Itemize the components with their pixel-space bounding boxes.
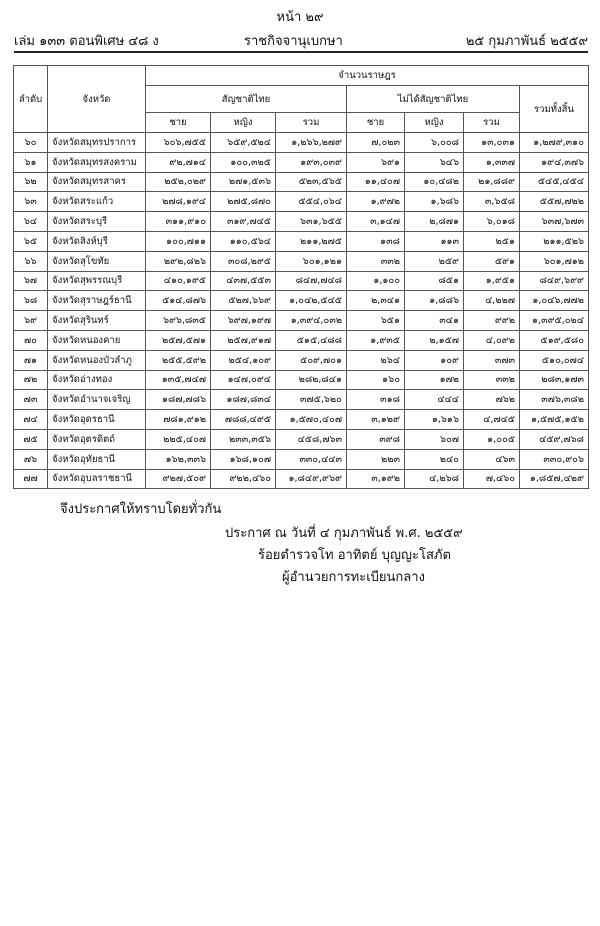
- cell-order: ๖๗: [14, 271, 48, 291]
- cell-order: ๖๑: [14, 152, 48, 172]
- cell-province: จังหวัดสุโขทัย: [48, 251, 146, 271]
- header-order: ลำดับ: [14, 66, 48, 133]
- cell-nonthai-total: ๙๙๒: [464, 311, 520, 331]
- signatory-position: ผู้อำนวยการทะเบียนกลาง: [282, 570, 425, 585]
- header-nonthai-total: รวม: [464, 113, 520, 133]
- cell-order: ๗๕: [14, 429, 48, 449]
- cell-thai-female: ๒๗๕,๘๗๐: [211, 192, 276, 212]
- cell-thai-total: ๑,๕๗๐,๔๐๗: [276, 410, 347, 430]
- cell-nonthai-total: ๔,๒๒๗: [464, 291, 520, 311]
- publication-date: ๒๕ กุมภาพันธ์ ๒๕๕๙: [465, 34, 588, 49]
- cell-thai-female: ๒๗๑,๕๓๖: [211, 172, 276, 192]
- cell-nonthai-total: ๑,๐๐๕: [464, 429, 520, 449]
- cell-thai-total: ๔๕๘,๗๖๓: [276, 429, 347, 449]
- cell-thai-male: ๕๑๔,๘๗๖: [146, 291, 211, 311]
- cell-grand-total: ๒๘๓,๑๗๓: [520, 370, 589, 390]
- table-row: [14, 291, 589, 311]
- cell-thai-male: ๒๒๕,๔๐๗: [146, 429, 211, 449]
- cell-thai-female: ๑๐๐,๓๒๕: [211, 152, 276, 172]
- cell-nonthai-total: ๔,๗๔๕: [464, 410, 520, 430]
- cell-thai-total: ๑,๓๙๔,๐๓๒: [276, 311, 347, 331]
- cell-province: จังหวัดสุพรรณบุรี: [48, 271, 146, 291]
- cell-grand-total: ๘๔๙,๖๙๙: [520, 271, 589, 291]
- cell-grand-total: ๓๓๐,๙๐๖: [520, 449, 589, 469]
- cell-nonthai-male: ๑,๙๓๕: [347, 330, 405, 350]
- cell-nonthai-female: ๑,๖๘๖: [405, 192, 464, 212]
- cell-nonthai-male: ๑๓๘: [347, 231, 405, 251]
- cell-nonthai-male: ๑๖๐: [347, 370, 405, 390]
- cell-nonthai-female: ๑๐๙: [405, 350, 464, 370]
- cell-thai-total: ๑,๒๖๖,๒๗๙: [276, 133, 347, 153]
- cell-nonthai-total: ๑,๙๕๑: [464, 271, 520, 291]
- cell-thai-female: ๔๓๗,๕๕๓: [211, 271, 276, 291]
- cell-grand-total: ๒๑๑,๕๒๖: [520, 231, 589, 251]
- cell-nonthai-total: ๕๙๑: [464, 251, 520, 271]
- cell-thai-female: ๒๓๓,๓๕๖: [211, 429, 276, 449]
- cell-province: จังหวัดสมุทรปราการ: [48, 133, 146, 153]
- cell-thai-male: ๒๕๗,๕๗๑: [146, 330, 211, 350]
- cell-nonthai-male: ๓๓๒: [347, 251, 405, 271]
- table-row: [14, 152, 589, 172]
- header-thai-total: รวม: [276, 113, 347, 133]
- cell-grand-total: ๑๙๔,๓๗๖: [520, 152, 589, 172]
- cell-province: จังหวัดสมุทรสาคร: [48, 172, 146, 192]
- cell-order: ๖๙: [14, 311, 48, 331]
- cell-thai-male: ๔๑๐,๑๙๕: [146, 271, 211, 291]
- cell-nonthai-male: ๖๙๑: [347, 152, 405, 172]
- cell-thai-female: ๑๖๘,๑๐๗: [211, 449, 276, 469]
- cell-order: ๖๕: [14, 231, 48, 251]
- cell-province: จังหวัดหนองบัวลำภู: [48, 350, 146, 370]
- cell-nonthai-female: ๒,๑๕๗: [405, 330, 464, 350]
- cell-thai-male: ๒๙๒,๘๒๖: [146, 251, 211, 271]
- cell-thai-female: ๖๕๙,๕๒๔: [211, 133, 276, 153]
- cell-order: ๖๓: [14, 192, 48, 212]
- table-body: [14, 133, 589, 489]
- volume-info: เล่ม ๑๓๓ ตอนพิเศษ ๔๘ ง: [14, 34, 159, 49]
- table-row: [14, 271, 589, 291]
- cell-grand-total: ๓๗๖,๓๘๒: [520, 390, 589, 410]
- table-row: [14, 251, 589, 271]
- cell-thai-female: ๙๒๒,๔๖๐: [211, 469, 276, 489]
- cell-nonthai-male: ๑,๑๐๐: [347, 271, 405, 291]
- cell-nonthai-female: ๖,๐๐๘: [405, 133, 464, 153]
- cell-nonthai-total: ๔๖๓: [464, 449, 520, 469]
- header-non-thai: ไม่ได้สัญชาติไทย: [347, 86, 520, 113]
- publication-title: ราชกิจจานุเบกษา: [244, 34, 343, 49]
- cell-thai-male: ๑๖๒,๓๓๖: [146, 449, 211, 469]
- cell-thai-total: ๓๓๐,๔๔๓: [276, 449, 347, 469]
- cell-thai-total: ๓๗๕,๖๒๐: [276, 390, 347, 410]
- cell-nonthai-male: ๓๙๘: [347, 429, 405, 449]
- cell-nonthai-total: ๗,๔๖๐: [464, 469, 520, 489]
- cell-grand-total: ๑,๓๙๕,๐๒๔: [520, 311, 589, 331]
- cell-province: จังหวัดหนองคาย: [48, 330, 146, 350]
- cell-thai-total: ๑,๘๔๙,๙๖๙: [276, 469, 347, 489]
- cell-nonthai-female: ๑๐,๔๘๒: [405, 172, 464, 192]
- cell-nonthai-total: ๓,๖๕๘: [464, 192, 520, 212]
- cell-province: จังหวัดอุตรดิตถ์: [48, 429, 146, 449]
- cell-nonthai-male: ๒,๓๔๑: [347, 291, 405, 311]
- table-row: [14, 469, 589, 489]
- cell-order: ๗๔: [14, 410, 48, 430]
- cell-thai-total: ๕๕๔,๐๖๔: [276, 192, 347, 212]
- cell-thai-male: ๒๗๘,๑๙๔: [146, 192, 211, 212]
- cell-nonthai-female: ๖๐๗: [405, 429, 464, 449]
- cell-nonthai-total: ๑,๓๓๗: [464, 152, 520, 172]
- header-thai-male: ชาย: [146, 113, 211, 133]
- cell-thai-total: ๕๑๕,๔๘๘: [276, 330, 347, 350]
- cell-grand-total: ๖๐๑,๗๑๒: [520, 251, 589, 271]
- cell-grand-total: ๔๕๙,๗๖๘: [520, 429, 589, 449]
- cell-thai-female: ๑๑๐,๕๖๔: [211, 231, 276, 251]
- cell-nonthai-total: ๓๓๒: [464, 370, 520, 390]
- table-row: [14, 429, 589, 449]
- cell-province: จังหวัดสุรินทร์: [48, 311, 146, 331]
- cell-nonthai-total: ๖,๐๑๘: [464, 212, 520, 232]
- cell-nonthai-male: ๖๕๑: [347, 311, 405, 331]
- cell-grand-total: ๑,๘๕๗,๔๒๙: [520, 469, 589, 489]
- cell-province: จังหวัดอุดรธานี: [48, 410, 146, 430]
- table-row: [14, 330, 589, 350]
- cell-order: ๗๐: [14, 330, 48, 350]
- cell-province: จังหวัดอำนาจเจริญ: [48, 390, 146, 410]
- cell-thai-male: ๒๕๕,๕๙๒: [146, 350, 211, 370]
- cell-thai-total: ๑,๐๔๒,๕๔๕: [276, 291, 347, 311]
- cell-grand-total: ๑,๕๗๕,๑๕๒: [520, 410, 589, 430]
- header-thai: สัญชาติไทย: [146, 86, 347, 113]
- header-thai-female: หญิง: [211, 113, 276, 133]
- table-row: [14, 172, 589, 192]
- cell-province: จังหวัดสุราษฎร์ธานี: [48, 291, 146, 311]
- table-row: [14, 311, 589, 331]
- cell-nonthai-male: ๓,๑๙๒: [347, 469, 405, 489]
- table-row: [14, 449, 589, 469]
- cell-thai-male: ๖๙๖,๘๓๕: [146, 311, 211, 331]
- table-row: [14, 410, 589, 430]
- cell-thai-total: ๕๒๓,๕๖๕: [276, 172, 347, 192]
- header-nonthai-female: หญิง: [405, 113, 464, 133]
- cell-nonthai-female: ๖๔๖: [405, 152, 464, 172]
- cell-order: ๖๐: [14, 133, 48, 153]
- cell-nonthai-total: ๗๖๒: [464, 390, 520, 410]
- cell-order: ๗๓: [14, 390, 48, 410]
- population-table: [13, 65, 589, 489]
- cell-province: จังหวัดสมุทรสงคราม: [48, 152, 146, 172]
- cell-grand-total: ๕๑๙,๕๘๐: [520, 330, 589, 350]
- cell-nonthai-total: ๔,๐๙๒: [464, 330, 520, 350]
- cell-nonthai-female: ๓๔๑: [405, 311, 464, 331]
- cell-thai-female: ๑๔๗,๐๙๔: [211, 370, 276, 390]
- cell-order: ๗๒: [14, 370, 48, 390]
- header-population: จำนวนราษฎร: [146, 66, 589, 86]
- table-row: [14, 231, 589, 251]
- header-nonthai-male: ชาย: [347, 113, 405, 133]
- cell-order: ๗๖: [14, 449, 48, 469]
- cell-thai-male: ๖๐๖,๗๕๕: [146, 133, 211, 153]
- cell-nonthai-male: ๗,๐๒๓: [347, 133, 405, 153]
- cell-nonthai-total: ๒๕๑: [464, 231, 520, 251]
- cell-thai-male: ๑๓๕,๗๔๗: [146, 370, 211, 390]
- cell-thai-male: ๙๒,๗๑๔: [146, 152, 211, 172]
- cell-thai-male: ๗๘๑,๙๑๒: [146, 410, 211, 430]
- table-row: [14, 192, 589, 212]
- table-row: [14, 390, 589, 410]
- cell-thai-total: ๕๐๙,๗๐๑: [276, 350, 347, 370]
- announcement-date: ประกาศ ณ วันที่ ๔ กุมภาพันธ์ พ.ศ. ๒๕๕๙: [225, 526, 463, 541]
- cell-province: จังหวัดอุทัยธานี: [48, 449, 146, 469]
- cell-thai-female: ๒๕๔,๑๐๙: [211, 350, 276, 370]
- cell-order: ๖๖: [14, 251, 48, 271]
- cell-province: จังหวัดสิงห์บุรี: [48, 231, 146, 251]
- cell-thai-total: ๒๑๑,๒๗๕: [276, 231, 347, 251]
- cell-nonthai-female: ๘๕๑: [405, 271, 464, 291]
- cell-nonthai-female: ๑๑๓: [405, 231, 464, 251]
- signatory-name: ร้อยตำรวจโท อาทิตย์ บุญญะโสภัต: [258, 548, 451, 563]
- cell-nonthai-female: ๔,๒๖๘: [405, 469, 464, 489]
- cell-thai-female: ๖๙๗,๑๙๗: [211, 311, 276, 331]
- cell-thai-female: ๑๘๗,๘๓๔: [211, 390, 276, 410]
- cell-grand-total: ๖๓๗,๖๗๓: [520, 212, 589, 232]
- gazette-header: [14, 30, 588, 48]
- cell-thai-total: ๒๘๒,๘๔๑: [276, 370, 347, 390]
- header-grand-total: รวมทั้งสิ้น: [520, 86, 589, 133]
- cell-nonthai-total: ๒๑,๘๘๙: [464, 172, 520, 192]
- cell-nonthai-female: ๑๗๒: [405, 370, 464, 390]
- cell-grand-total: ๕๑๐,๐๗๔: [520, 350, 589, 370]
- cell-province: จังหวัดสระบุรี: [48, 212, 146, 232]
- cell-thai-total: ๖๓๑,๖๕๕: [276, 212, 347, 232]
- cell-thai-male: ๑๐๐,๗๑๑: [146, 231, 211, 251]
- cell-order: ๖๘: [14, 291, 48, 311]
- cell-thai-male: ๓๑๑,๙๑๐: [146, 212, 211, 232]
- cell-order: ๗๗: [14, 469, 48, 489]
- cell-province: จังหวัดอุบลราชธานี: [48, 469, 146, 489]
- cell-nonthai-female: ๔๔๔: [405, 390, 464, 410]
- cell-thai-female: ๓๐๘,๒๙๕: [211, 251, 276, 271]
- page-number: หน้า ๒๙: [276, 10, 324, 25]
- cell-thai-total: ๑๙๓,๐๓๙: [276, 152, 347, 172]
- cell-nonthai-female: ๑,๘๘๖: [405, 291, 464, 311]
- cell-nonthai-total: ๑๓,๐๓๑: [464, 133, 520, 153]
- table-row: [14, 133, 589, 153]
- cell-nonthai-male: ๓,๑๔๗: [347, 212, 405, 232]
- cell-thai-male: ๒๕๒,๐๒๙: [146, 172, 211, 192]
- table-row: [14, 212, 589, 232]
- cell-order: ๖๒: [14, 172, 48, 192]
- cell-nonthai-female: ๒๔๐: [405, 449, 464, 469]
- announcement-text: จึงประกาศให้ทราบโดยทั่วกัน: [60, 502, 222, 517]
- table-row: [14, 370, 589, 390]
- header-province: จังหวัด: [48, 66, 146, 133]
- cell-nonthai-female: ๑,๖๑๖: [405, 410, 464, 430]
- cell-thai-male: ๑๘๗,๗๘๖: [146, 390, 211, 410]
- cell-thai-female: ๕๒๗,๖๖๙: [211, 291, 276, 311]
- cell-nonthai-male: ๓๑๘: [347, 390, 405, 410]
- cell-thai-total: ๖๐๑,๑๒๑: [276, 251, 347, 271]
- cell-grand-total: ๑,๒๗๙,๓๑๐: [520, 133, 589, 153]
- cell-nonthai-male: ๒๒๓: [347, 449, 405, 469]
- cell-grand-total: ๕๔๕,๔๕๔: [520, 172, 589, 192]
- cell-grand-total: ๑,๐๔๖,๗๗๒: [520, 291, 589, 311]
- cell-thai-female: ๒๕๗,๙๑๗: [211, 330, 276, 350]
- cell-thai-female: ๗๘๘,๔๙๕: [211, 410, 276, 430]
- cell-thai-male: ๙๒๗,๕๐๙: [146, 469, 211, 489]
- cell-thai-female: ๓๑๙,๗๔๕: [211, 212, 276, 232]
- cell-province: จังหวัดอ่างทอง: [48, 370, 146, 390]
- cell-nonthai-female: ๒๕๙: [405, 251, 464, 271]
- cell-nonthai-total: ๓๗๓: [464, 350, 520, 370]
- cell-nonthai-male: ๓,๑๒๙: [347, 410, 405, 430]
- table-row: [14, 350, 589, 370]
- header-divider: [14, 51, 588, 53]
- cell-nonthai-male: ๑๑,๔๐๗: [347, 172, 405, 192]
- cell-nonthai-female: ๒,๘๗๑: [405, 212, 464, 232]
- cell-thai-total: ๘๔๗,๗๔๘: [276, 271, 347, 291]
- cell-order: ๖๔: [14, 212, 48, 232]
- cell-nonthai-male: ๒๖๔: [347, 350, 405, 370]
- cell-province: จังหวัดสระแก้ว: [48, 192, 146, 212]
- cell-nonthai-male: ๑,๙๗๒: [347, 192, 405, 212]
- cell-order: ๗๑: [14, 350, 48, 370]
- cell-grand-total: ๕๕๗,๗๒๒: [520, 192, 589, 212]
